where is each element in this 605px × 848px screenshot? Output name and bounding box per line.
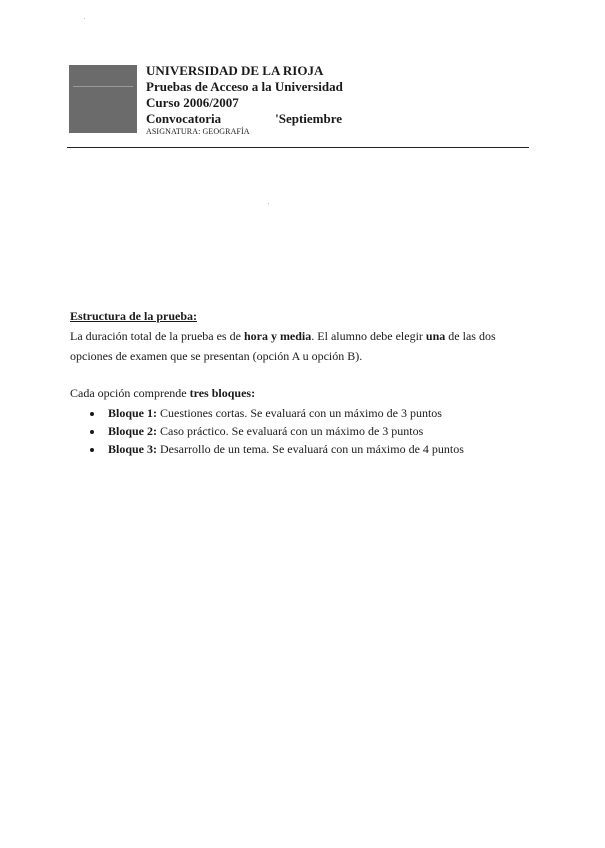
- blocks-intro: [70, 384, 540, 402]
- bullet-icon: [90, 448, 94, 452]
- bullet-icon: [90, 430, 94, 434]
- subject-line: ASIGNATURA: GEOGRAFÍA: [146, 127, 250, 136]
- course-year: Curso 2006/2007: [146, 95, 239, 110]
- duration-text: La duración total de la prueba es de: [70, 329, 244, 343]
- block-label: Bloque 2:: [108, 424, 158, 438]
- options-text: opciones de examen que se presentan (opción A u opción B).: [70, 349, 363, 363]
- blocks-intro-text: Cada opción comprende: [70, 386, 190, 400]
- duration-highlight: hora y media: [243, 329, 312, 343]
- convocatoria-label: Convocatoria: [146, 111, 222, 126]
- university-logo: [69, 65, 137, 133]
- duration-paragraph: [70, 326, 540, 366]
- list-item: [70, 440, 540, 458]
- convocatoria-value: 'Septiembre: [275, 111, 343, 126]
- header-divider: [67, 147, 529, 148]
- block-description: Caso práctico. Se evaluará con un máximo de 3 puntos: [157, 424, 424, 438]
- list-item: [70, 404, 540, 422]
- scan-speck: [84, 18, 85, 19]
- block-description: Cuestiones cortas. Se evaluará con un máximo de 3 puntos: [157, 406, 442, 420]
- block-description: Desarrollo de un tema. Se evaluará con un máximo de 4 puntos: [157, 442, 464, 456]
- blocks-list: [70, 404, 540, 458]
- convocatoria: [146, 111, 343, 127]
- block-label: Bloque 1:: [108, 406, 158, 420]
- duration-text-2: . El alumno debe elegir: [311, 329, 426, 343]
- scan-speck: [268, 203, 269, 204]
- choice-highlight: una: [425, 329, 446, 343]
- duration-text-3: de las dos: [445, 329, 496, 343]
- exam-structure: [70, 309, 540, 458]
- document-header: [146, 63, 343, 137]
- bullet-icon: [90, 412, 94, 416]
- block-label: Bloque 3:: [108, 442, 158, 456]
- list-item: [70, 422, 540, 440]
- logo-line: [73, 86, 133, 87]
- exam-name: Pruebas de Acceso a la Universidad: [146, 79, 343, 94]
- blocks-intro-highlight: tres bloques:: [189, 386, 256, 400]
- section-title: Estructura de la prueba:: [70, 309, 197, 323]
- university-name: UNIVERSIDAD DE LA RIOJA: [146, 63, 324, 78]
